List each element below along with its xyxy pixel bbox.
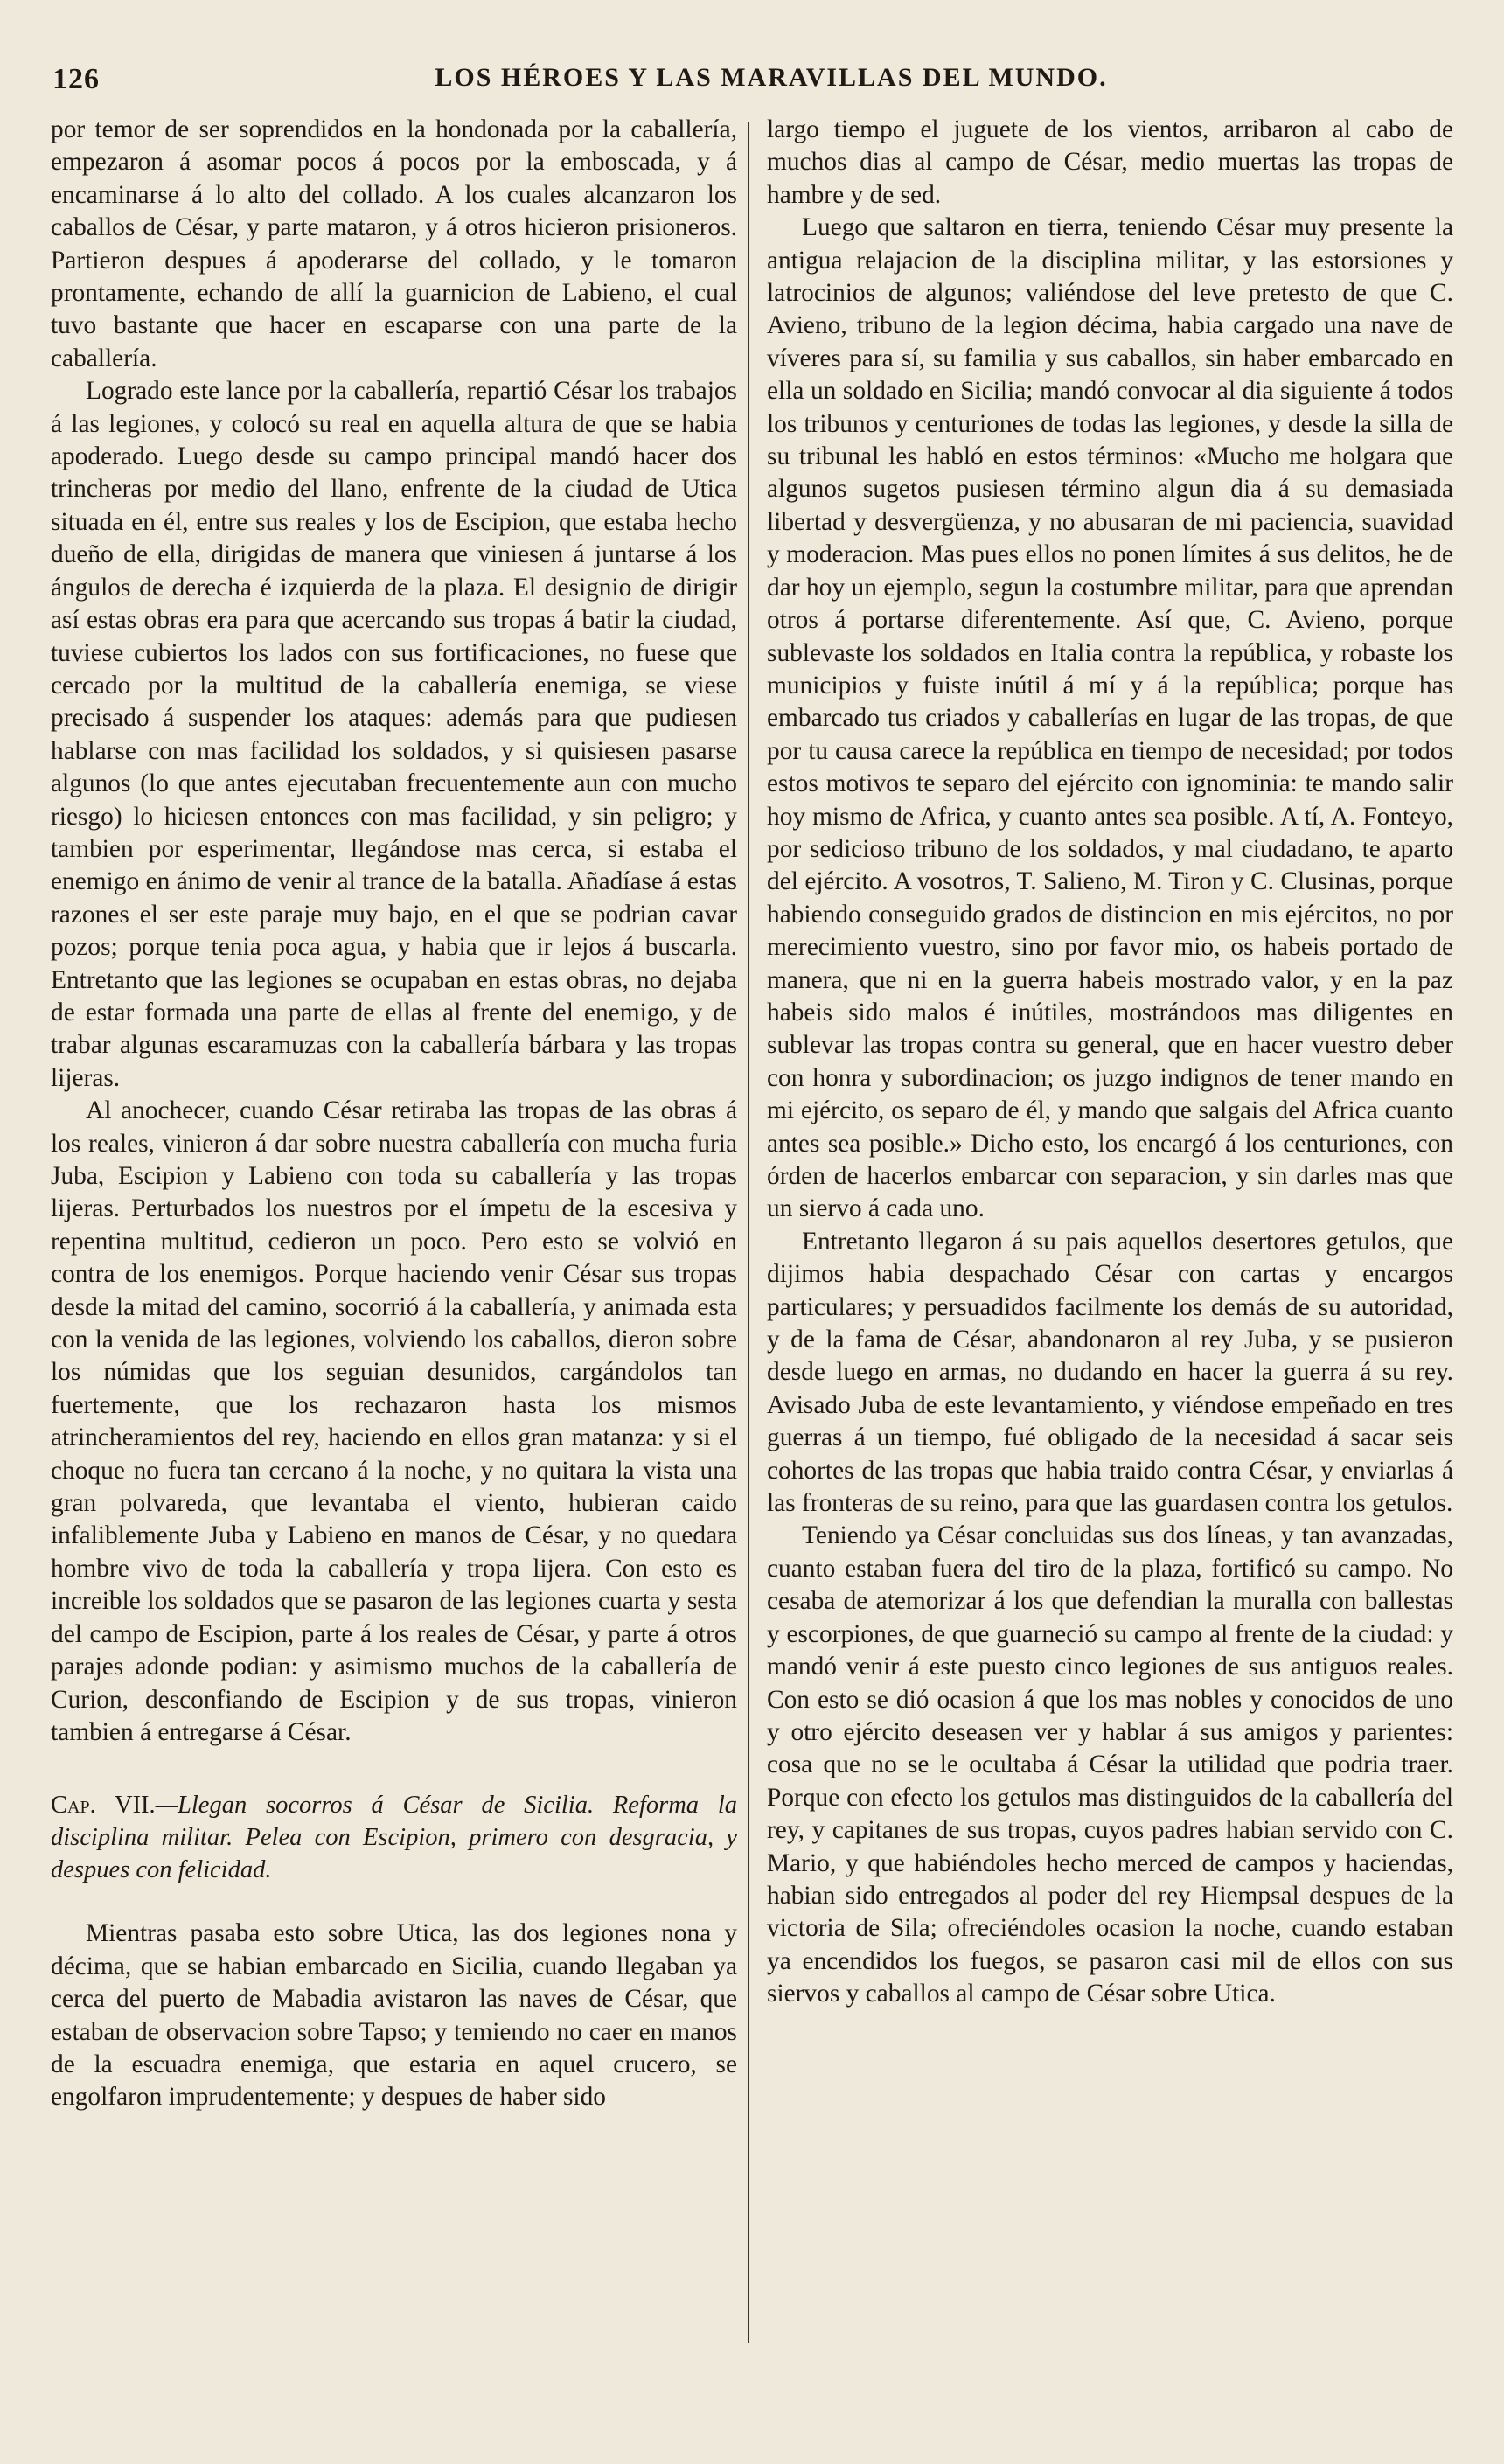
page-header [52,63,1455,112]
chapter-summary: —Llegan socorros á César de Sicilia. Reforma la disciplina militar. Pelea con Escipion, primero con desgracia, y despues con felicidad. [51,1792,738,1884]
right-column [767,114,1453,2011]
paragraph: Mientras pasaba esto sobre Utica, las dos legiones nona y décima, que se habian embarcado en Sicilia, cuando llegaban ya cerca del puerto de Mabadia avistaron las naves de César, que estaban de observacion sobre Tapso; y temiendo no caer en manos de la escuadra enemiga, que estaria en aquel crucero, se engolfaron imprudentemente; y despues de haber sido [51,1919,737,2112]
paragraph: Luego que saltaron en tierra, teniendo César muy presente la antigua relajacion de la disciplina militar, y las estorsiones y latrocinios de algunos; valiéndose del leve pretesto de que C. Avieno, tribuno de la legion décima, habia cargado una nave de víveres para sí, su familia y sus caballos, sin haber embarcado en ella un soldado en Sicilia; mandó convocar al dia siguiente á todos los tribunos y centuriones de todas las legiones, y desde la silla de su tribunal les habló en estos términos: «Mucho me holgara que algunos sugetos pusiesen término algun dia á su demasiada libertad y desvergüenza, y no abusaran de mi paciencia, suavidad y moderacion. Mas pues ellos no ponen límites á sus delitos, he de dar hoy un ejemplo, segun la costumbre militar, para que aprendan otros á portarse diferentemente. Así que, C. Avieno, porque sublevaste los soldados en Italia contra la república, y robaste los municipios y fuiste inútil á mí y á la república; porque has embarcado tus criados y caballerías en lugar de las tropas, de que por tu causa carece la república en tiempo de necesidad; por todos estos motivos te separo del ejército con ignominia: te mando salir hoy mismo de Africa, y cuanto antes sea posible. A tí, A. Fonteyo, por sedicioso tribuno de los soldados, y mal ciudadano, te aparto del ejército. A vosotros, T. Salieno, M. Tiron y C. Clusinas, porque habiendo conseguido grados de distincion en mis ejércitos, no por merecimiento vuestro, sino por favor mio, os habeis portado de manera, que ni en la guerra habeis mostrado valor, y en la paz habeis sido malos é inútiles, mostrándoos mas diligentes en sublevar las tropas contra su general, que en hacer vuestro deber con honra y subordinacion; os juzgo indignos de tener mando en mi ejército, os separo de él, y mando que salgais del Africa cuanto antes sea posible.» Dicho esto, los encargó á los centuriones, con órden de hacerlos embarcar con separacion, y sin darles mas que un siervo á cada uno. [767,213,1453,1223]
paragraph: Logrado este lance por la caballería, repartió César los trabajos á las legiones, y colocó su real en aquella altura de que se habia apoderado. Luego desde su campo principal mandó hacer dos trincheras por medio del llano, enfrente de la ciudad de Utica situada en él, entre sus reales y los de Escipion, que estaba hecho dueño de ella, dirigidas de manera que viniesen á juntarse á los ángulos de derecha é izquierda de la plaza. El designio de dirigir así estas obras era para que acercando sus tropas á batir la ciudad, tuviese cubiertos los lados con sus fortificaciones, no fuese que cercado por la multitud de la caballería enemiga, se viese precisado á suspender los ataques: además para que pudiesen hablarse con mas facilidad los soldados, y si quisiesen pasarse algunos (lo que antes ejecutaban frecuentemente aun con mucho riesgo) lo hiciesen entonces con mas facilidad, y sin peligro; y tambien por esperimentar, llegándose mas cerca, si estaba el enemigo en ánimo de venir al trance de la batalla. Añadíase á estas razones el ser este paraje muy bajo, en el que se podrian cavar pozos; porque tenia poca agua, y habia que ir lejos á buscarla. Entretanto que las legiones se ocupaban en estas obras, no dejaba de estar formada una parte de ellas al frente del enemigo, y de trabar algunas escaramuzas con la caballería bárbara y las tropas lijeras. [51,377,737,1092]
paragraph: largo tiempo el juguete de los vientos, arribaron al cabo de muchos dias al campo de César, medio muertas las tropas de hambre y de sed. [767,115,1453,209]
paragraph: por temor de ser soprendidos en la hondonada por la caballería, empezaron á asomar pocos á pocos por la emboscada, y á encaminarse á lo alto del collado. A los cuales alcanzaron los caballos de César, y parte mataron, y á otros hicieron prisioneros. Partieron despues á apoderarse del collado, y le tomaron prontamente, echando de allí la guarnicion de Labieno, el cual tuvo bastante que hacer en escaparse con una parte de la caballería. [51,115,737,372]
left-column [51,114,737,2114]
chapter-heading [51,1789,737,1886]
paragraph: Al anochecer, cuando César retiraba las tropas de las obras á los reales, vinieron á dar sobre nuestra caballería con mucha furia Juba, Escipion y Labieno con toda su caballería y las tropas lijeras. Perturbados los nuestros por el ímpetu de la escesiva y repentina multitud, cedieron un poco. Pero esto se volvió en contra de los enemigos. Porque haciendo venir César sus tropas desde la mitad del camino, socorrió á la caballería, y animada esta con la venida de las legiones, volviendo los caballos, dieron sobre los númidas que los seguian desunidos, cargándolos tan fuertemente, que los rechazaron hasta los mismos atrincheramientos del rey, haciendo en ellos gran matanza: y si el choque no fuera tan cercano á la noche, y no quitara la vista una gran polvareda, que levantaba el viento, hubieran caido infaliblemente Juba y Labieno en manos de César, y no quedara hombre vivo de toda la caballería y tropa lijera. Con esto es increible los soldados que se pasaron de las legiones cuarta y sesta del campo de Escipion, parte á los reales de César, y parte á otros parajes adonde podian: y asimismo muchos de la caballería de Curion, desconfiando de Escipion y de sus tropas, vinieron tambien á entregarse á César. [51,1096,737,1746]
page-number: 126 [52,63,100,95]
paragraph: Teniendo ya César concluidas sus dos líneas, y tan avanzadas, cuanto estaban fuera del tiro de la plaza, fortificó su campo. No cesaba de atemorizar á los que defendian la muralla con ballestas y escorpiones, de que guarneció su campo al frente de la ciudad: y mandó venir á este puesto cinco legiones de sus antiguos reales. Con esto se dió ocasion á que los mas nobles y conocidos de uno y otro ejército deseasen ver y hablar á sus amigos y parientes: cosa que no se le ocultaba á César la utilidad que podria traer. Porque con efecto los getulos mas distinguidos de la caballería del rey, y capitanes de sus tropas, cuyos padres habian servido con C. Mario, y que habiéndoles hecho merced de campos y haciendas, habian sido entregados al poder del rey Hiempsal despues de la victoria de Sila; ofreciéndoles ocasion la noche, cuando estaban ya encendidos los fuegos, se pasaron casi mil de ellos con sus siervos y caballos al campo de César sobre Utica. [767,1521,1453,2008]
chapter-label: Cap. VII. [51,1792,156,1820]
running-title: LOS HÉROES Y LAS MARAVILLAS DEL MUNDO. [435,63,1108,92]
column-divider [748,122,749,2343]
paragraph: Entretanto llegaron á su pais aquellos desertores getulos, que dijimos habia despachado César con cartas y encargos particulares; y persuadidos facilmente los demás de su autoridad, y de la fama de César, abandonaron al rey Juba, y se pusieron desde luego en armas, no dudando en hacer la guerra á su rey. Avisado Juba de este levantamiento, y viéndose empeñado en tres guerras á un tiempo, fué obligado de la necesidad á sacar seis cohortes de las tropas que habia traido contra César, y enviarlas á las fronteras de su reino, para que las guardasen contra los getulos. [767,1227,1453,1518]
